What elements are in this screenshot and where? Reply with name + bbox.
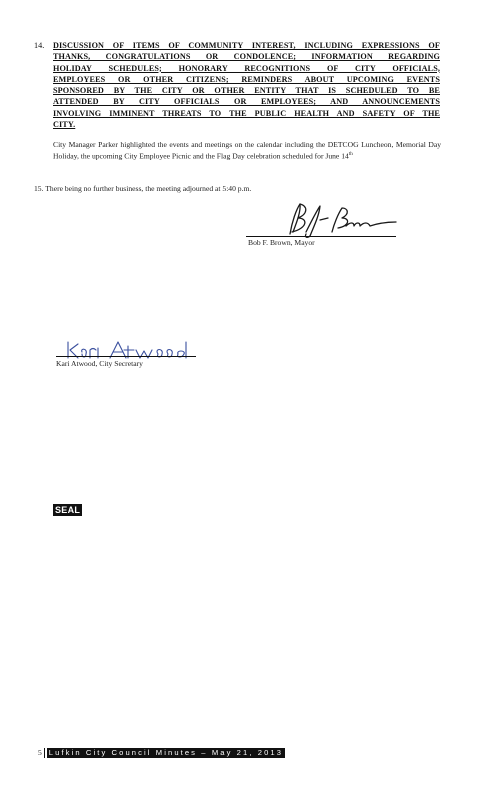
- footer-title: Lufkin City Council Minutes – May 21, 2013: [48, 748, 284, 757]
- mayor-signature-line: [246, 236, 396, 237]
- heading-line: EMPLOYEES OR OTHER CITIZENS; REMINDERS ABOUT UPCOMING EVENTS: [53, 74, 440, 84]
- heading-line: SPONSORED BY THE CITY OR OTHER ENTITY THAT IS SCHEDULED TO BE: [53, 86, 440, 96]
- secretary-signature-line: [56, 356, 196, 357]
- item-14-paragraph: [53, 140, 441, 162]
- seal-label: SEAL: [55, 505, 81, 515]
- item-heading: [53, 40, 440, 130]
- heading-line: CITY.: [53, 120, 76, 130]
- agenda-item-15: [34, 184, 440, 194]
- ordinal-suffix: th: [348, 152, 353, 157]
- heading-line: INVOLVING IMMINENT THREATS TO THE PUBLIC HEALTH AND SAFETY OF THE: [53, 108, 440, 118]
- heading-line: HOLIDAY SCHEDULES; HONORARY RECOGNITIONS OF CITY OFFICIALS,: [53, 63, 440, 73]
- mayor-caption: Bob F. Brown, Mayor: [248, 238, 315, 247]
- heading-line: THANKS, CONGRATULATIONS OR CONDOLENCE; INFORMATION REGARDING: [53, 52, 440, 62]
- page-number: 5: [38, 748, 42, 757]
- page-footer: [38, 748, 285, 758]
- paragraph-text: City Manager Parker highlighted the events and meetings on the calendar including the DETCOG Luncheon, Memorial Day Holiday, the upcoming City Employee Picnic and the Flag Day celebration scheduled for June 14: [53, 140, 441, 161]
- heading-line: DISCUSSION OF ITEMS OF COMMUNITY INTEREST, INCLUDING EXPRESSIONS OF: [53, 41, 440, 50]
- item-number: 15.: [34, 184, 44, 193]
- footer-divider: [44, 748, 45, 758]
- secretary-caption: Kari Atwood, City Secretary: [56, 359, 143, 368]
- item-text: There being no further business, the meeting adjourned at 5:40 p.m.: [45, 184, 252, 193]
- item-number: 14.: [34, 41, 45, 50]
- heading-line: ATTENDED BY CITY OFFICIALS OR EMPLOYEES; AND ANNOUNCEMENTS: [53, 97, 440, 107]
